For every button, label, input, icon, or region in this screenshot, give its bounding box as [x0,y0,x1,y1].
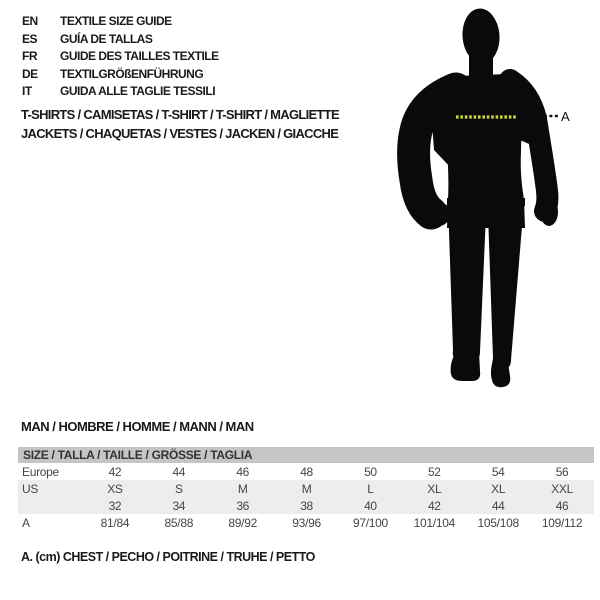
size-cell: 101/104 [413,515,455,530]
language-code: FR [22,49,37,63]
size-cell: 97/100 [352,515,388,530]
size-cell: 46 [236,464,250,479]
size-cell: 48 [300,464,313,479]
man-silhouette-shape [414,7,558,387]
section-title: MAN / HOMBRE / HOMME / MANN / MAN [21,419,254,434]
size-cell: 89/92 [228,515,257,530]
size-cell: XS [107,481,123,496]
size-cell: 36 [236,498,250,513]
size-cell: 34 [172,498,186,513]
size-cell: 32 [108,498,122,513]
row-label: Europe [22,464,59,479]
size-cell: XL [491,481,506,496]
size-cell: 38 [300,498,313,513]
size-cell: 54 [491,464,505,479]
size-cell: 85/88 [164,515,194,530]
size-cell: 42 [427,498,441,513]
garment-line-jackets: JACKETS / CHAQUETAS / VESTES / JACKEN / GIACCHE [21,125,339,141]
table-row [18,497,594,514]
size-cell: 46 [555,498,569,513]
size-cell: 40 [364,498,377,513]
language-label: TEXTILGRÖßENFÜHRUNG [60,66,204,81]
measurement-note: A. (cm) CHEST / PECHO / POITRINE / TRUHE / PETTO [21,550,315,564]
size-cell: 52 [427,464,441,479]
size-table-body [18,463,594,531]
size-table-header: SIZE / TALLA / TAILLE / GRÖSSE / TAGLIA [18,447,594,463]
size-cell: 93/96 [292,515,321,530]
language-code: ES [22,31,38,46]
row-label: US [22,481,39,496]
size-cell: 105/108 [477,515,519,530]
table-row [18,463,594,480]
size-cell: S [174,481,183,496]
language-code: DE [22,66,38,81]
size-table [18,447,594,531]
garment-line-tshirts: T-SHIRTS / CAMISETAS / T-SHIRT / T-SHIRT / MAGLIETTE [21,107,339,122]
size-cell: 50 [364,464,377,479]
language-code: IT [22,84,32,98]
size-cell: M [301,481,312,496]
size-cell: 44 [172,464,186,479]
size-cell: 81/84 [100,515,130,530]
size-cell: 109/112 [541,515,583,530]
table-row [18,514,594,531]
measure-a-label: A [561,109,570,124]
size-cell: 44 [491,498,505,513]
size-cell: 56 [555,464,569,479]
size-cell: L [367,481,374,496]
size-cell: XL [427,481,442,496]
row-label: A [22,515,30,530]
size-cell: M [237,481,248,496]
size-cell: XXL [551,481,573,496]
language-label: GUÍA DE TALLAS [60,31,153,46]
language-label: GUIDE DES TAILLES TEXTILE [60,49,219,63]
table-row [18,480,594,497]
language-code: EN [22,14,38,28]
language-label: GUIDA ALLE TAGLIE TESSILI [60,84,216,98]
size-cell: 42 [108,464,122,479]
language-label: TEXTILE SIZE GUIDE [60,14,172,28]
